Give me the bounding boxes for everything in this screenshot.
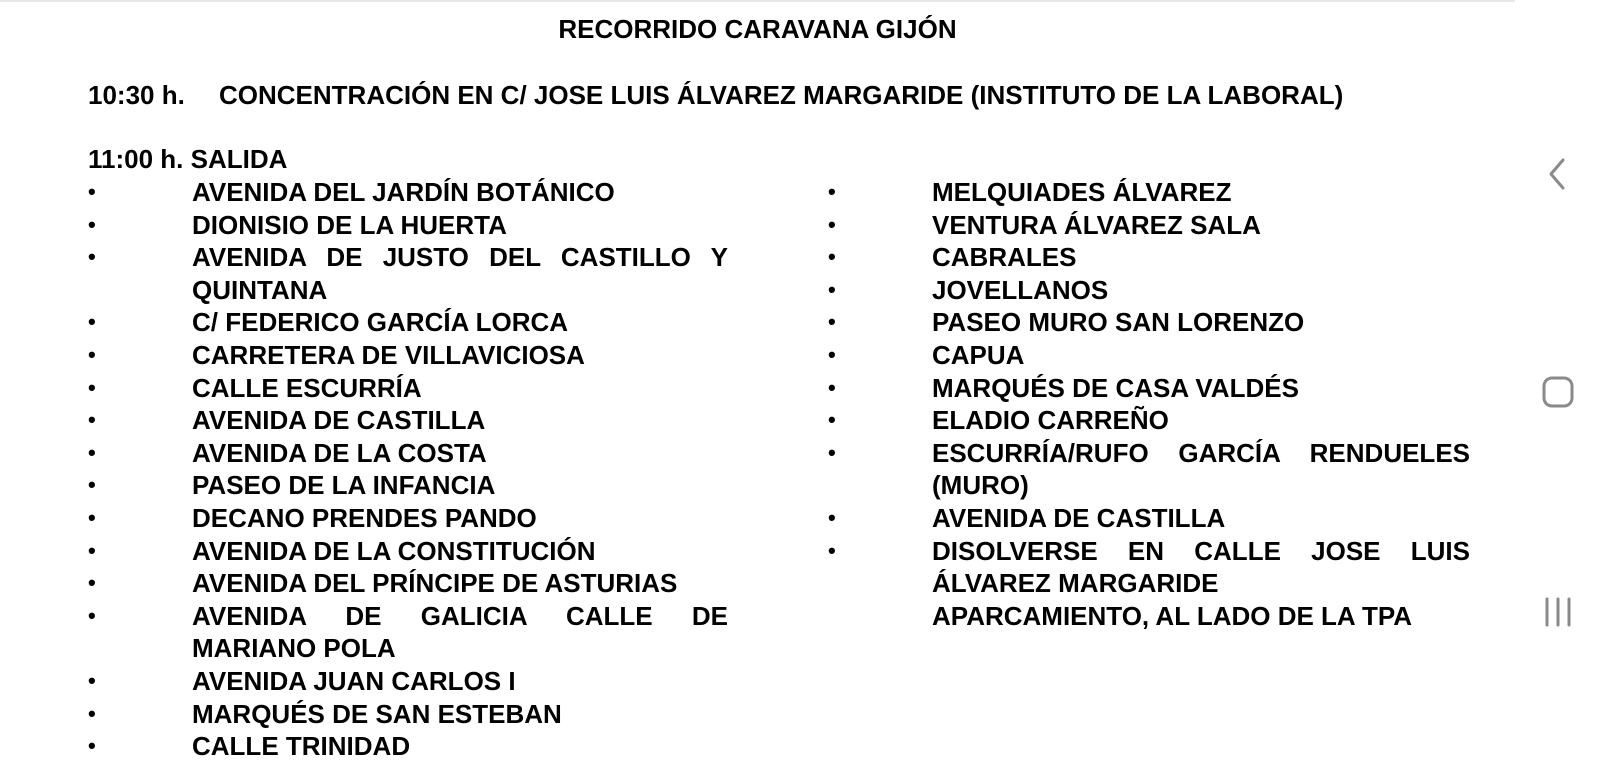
list-item — [88, 306, 728, 339]
list-item-text: ELADIO CARREÑO — [932, 405, 1169, 436]
android-navigation-bar — [1515, 0, 1600, 778]
list-item — [88, 176, 728, 209]
bullet: • — [88, 700, 96, 726]
list-item — [88, 437, 728, 470]
bullet: • — [828, 537, 836, 563]
concentration-time: 10:30 h. — [88, 80, 185, 110]
list-item-text: DECANO PRENDES PANDO — [192, 502, 537, 533]
list-item — [828, 176, 1470, 209]
bullet: • — [88, 341, 96, 367]
list-item-text: JOVELLANOS — [932, 274, 1109, 305]
bullet: • — [88, 211, 96, 237]
three-bars-icon — [1538, 592, 1578, 632]
document-title: RECORRIDO CARAVANA GIJÓN — [558, 14, 957, 44]
bullet: • — [828, 276, 836, 302]
list-item — [828, 502, 1470, 535]
bullet: • — [88, 407, 96, 433]
list-item-text: DIONISIO DE LA HUERTA — [192, 209, 507, 240]
list-item-text: CABRALES — [932, 242, 1077, 273]
list-item — [88, 372, 728, 405]
bullet: • — [88, 733, 96, 759]
list-item — [88, 698, 728, 731]
list-item — [828, 306, 1470, 339]
list-item-text: CALLE TRINIDAD — [192, 731, 411, 762]
departure-line: 11:00 h. SALIDA — [88, 144, 288, 174]
concentration-line — [88, 78, 1343, 112]
list-item-text: AVENIDA JUAN CARLOS I — [192, 665, 516, 696]
list-item-text: AVENIDA DEL PRÍNCIPE DE ASTURIAS — [192, 568, 678, 599]
list-item-text: AVENIDA DE LA COSTA — [192, 437, 487, 468]
list-item — [88, 404, 728, 437]
bullet: • — [828, 211, 836, 237]
bullet: • — [88, 504, 96, 530]
list-item — [88, 600, 728, 665]
home-button[interactable] — [1515, 362, 1600, 422]
list-item — [828, 372, 1470, 405]
chevron-left-icon — [1543, 154, 1573, 194]
bullet: • — [88, 472, 96, 498]
bullet: • — [88, 537, 96, 563]
list-item — [828, 339, 1470, 372]
list-item-text: AVENIDA DE CASTILLA — [932, 502, 1226, 533]
list-item — [828, 274, 1470, 307]
bullet: • — [88, 602, 96, 628]
route-list-right — [828, 176, 1470, 632]
bullet: • — [828, 407, 836, 433]
recent-apps-button[interactable] — [1515, 582, 1600, 642]
list-item — [828, 404, 1470, 437]
bullet: • — [828, 374, 836, 400]
bullet: • — [828, 439, 836, 465]
list-item — [88, 665, 728, 698]
list-item-text: AVENIDA DE LA CONSTITUCIÓN — [192, 535, 596, 566]
bullet: • — [88, 667, 96, 693]
list-item — [828, 535, 1470, 600]
bullet: • — [828, 309, 836, 335]
list-item-text: DISOLVERSE EN CALLE JOSE LUIS ÁLVAREZ MARGARIDE — [932, 535, 1470, 599]
list-item-text: ESCURRÍA/RUFO GARCÍA RENDUELES (MURO) — [932, 437, 1470, 501]
list-item-text: AVENIDA DE CASTILLA — [192, 405, 486, 436]
list-item-text: MELQUIADES ÁLVAREZ — [932, 177, 1232, 207]
list-item-text: AVENIDA DEL JARDÍN BOTÁNICO — [192, 177, 615, 207]
bullet: • — [828, 244, 836, 270]
list-item-text: C/ FEDERICO GARCÍA LORCA — [192, 307, 569, 338]
list-item — [828, 600, 1470, 633]
list-item-text: MARQUÉS DE SAN ESTEBAN — [192, 698, 562, 729]
bullet: • — [828, 179, 836, 204]
list-item-text: CAPUA — [932, 339, 1025, 370]
list-item — [88, 502, 728, 535]
bullet: • — [88, 374, 96, 400]
concentration-text: CONCENTRACIÓN EN C/ JOSE LUIS ÁLVAREZ MARGARIDE (INSTITUTO DE LA LABORAL) — [219, 80, 1344, 110]
list-item — [828, 241, 1470, 274]
list-item — [88, 730, 728, 763]
bullet: • — [88, 244, 96, 270]
list-item — [88, 241, 728, 306]
rounded-square-icon — [1538, 372, 1578, 412]
list-item — [88, 209, 728, 242]
list-item — [88, 339, 728, 372]
route-list-left — [88, 176, 728, 763]
list-item — [828, 209, 1470, 242]
list-item-text: MARQUÉS DE CASA VALDÉS — [932, 372, 1299, 403]
list-item-text: APARCAMIENTO, AL LADO DE LA TPA — [932, 600, 1413, 631]
list-item-text: PASEO DE LA INFANCIA — [192, 470, 496, 501]
list-item-text: CARRETERA DE VILLAVICIOSA — [192, 339, 585, 370]
bullet: • — [88, 179, 96, 204]
back-button[interactable] — [1515, 144, 1600, 204]
list-item-text: VENTURA ÁLVAREZ SALA — [932, 209, 1261, 240]
bullet: • — [88, 439, 96, 465]
bullet: • — [88, 309, 96, 335]
list-item — [828, 437, 1470, 502]
bullet: • — [828, 341, 836, 367]
list-item-text: PASEO MURO SAN LORENZO — [932, 307, 1305, 338]
bullet: • — [88, 570, 96, 596]
list-item-text: AVENIDA DE GALICIA CALLE DE MARIANO POLA — [192, 600, 728, 664]
list-item — [88, 567, 728, 600]
list-item — [88, 469, 728, 502]
list-item-text: AVENIDA DE JUSTO DEL CASTILLO Y QUINTANA — [192, 242, 728, 305]
list-item-text: CALLE ESCURRÍA — [192, 372, 422, 403]
list-item — [88, 535, 728, 568]
bullet: • — [828, 504, 836, 530]
